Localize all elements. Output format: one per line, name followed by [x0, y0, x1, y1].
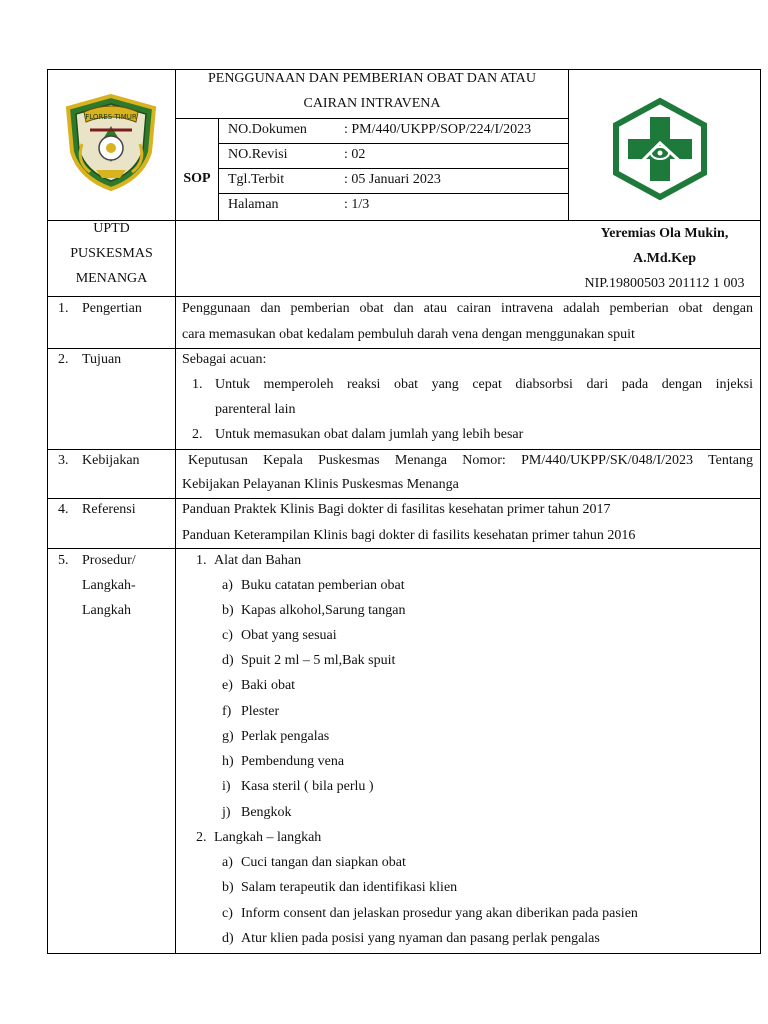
list-item-letter: f): [222, 704, 232, 719]
title-bottom-line: [175, 118, 569, 119]
meta-row-line: [218, 193, 569, 194]
kebijakan-text-line1: Keputusan Kepala Puskesmas Menanga Nomor: PM/440/UKPP/SK/048/I/2023 Tentang: [188, 453, 753, 468]
list-item-letter: i): [222, 779, 231, 794]
section-label-pengertian: Pengertian: [82, 301, 142, 316]
list-item-letter: e): [222, 678, 233, 693]
sop-label: SOP: [183, 171, 211, 186]
list-item-letter: d): [222, 931, 234, 946]
prosedur-group2-number: 2.: [196, 830, 207, 845]
meta-label-no-revisi: NO.Revisi: [228, 147, 288, 162]
list-item: Perlak pengalas: [241, 729, 330, 744]
list-item-letter: d): [222, 653, 234, 668]
kebijakan-text-line2: Kebijakan Pelayanan Klinis Puskesmas Menanga: [182, 477, 459, 492]
list-item: Bengkok: [241, 805, 292, 820]
pengertian-text-line2: cara memasukan obat kedalam pembuluh darah vena dengan menggunakan spuit: [182, 327, 635, 342]
tujuan-item1-line1: Untuk memperoleh reaksi obat yang cepat diabsorbsi dari pada dengan injeksi: [215, 377, 753, 392]
pengertian-text-line1: Penggunaan dan pemberian obat dan atau cairan intravena adalah pemberian obat dengan: [182, 301, 753, 316]
list-item-letter: a): [222, 578, 233, 593]
org-name-line3: MENANGA: [75, 271, 148, 286]
tujuan-item1-line2: parenteral lain: [215, 402, 296, 417]
referensi-line2: Panduan Keterampilan Klinis bagi dokter di fasilits kesehatan primer tahun 2016: [182, 528, 636, 543]
list-item-letter: c): [222, 906, 233, 921]
list-item: Pembendung vena: [241, 754, 345, 769]
list-item: Buku catatan pemberian obat: [241, 578, 405, 593]
list-item: Plester: [241, 704, 280, 719]
list-item-letter: c): [222, 628, 233, 643]
list-item: Cuci tangan dan siapkan obat: [241, 855, 406, 870]
list-item: Kasa steril ( bila perlu ): [241, 779, 374, 794]
list-item-letter: b): [222, 880, 234, 895]
section-label-tujuan: Tujuan: [82, 352, 122, 367]
list-item-letter: h): [222, 754, 234, 769]
meta-value-halaman: : 1/3: [344, 197, 370, 212]
section-label-prosedur-line1: Prosedur/: [82, 553, 136, 568]
section-number: 5.: [58, 553, 69, 568]
row-line: [47, 498, 761, 499]
row-line: [47, 348, 761, 349]
row-line: [47, 449, 761, 450]
meta-row-line: [218, 143, 569, 144]
list-item-letter: a): [222, 855, 233, 870]
signer-nip: NIP.19800503 201112 1 003: [584, 276, 745, 291]
prosedur-group1-title: Alat dan Bahan: [214, 553, 302, 568]
section-label-prosedur-line2: Langkah-: [82, 578, 136, 593]
table-border-left: [47, 69, 48, 954]
list-item-letter: g): [222, 729, 234, 744]
sop-divider: [218, 118, 219, 220]
section-label-prosedur-line3: Langkah: [82, 603, 131, 618]
table-border-bottom: [47, 953, 761, 954]
signer-name-line2: A.Md.Kep: [633, 251, 696, 266]
prosedur-group1-number: 1.: [196, 553, 207, 568]
tujuan-intro: Sebagai acuan:: [182, 352, 267, 367]
section-number: 3.: [58, 453, 69, 468]
org-name-line1: UPTD: [93, 221, 130, 236]
section-number: 2.: [58, 352, 69, 367]
meta-label-halaman: Halaman: [228, 197, 279, 212]
section-number: 4.: [58, 502, 69, 517]
meta-label-tgl-terbit: Tgl.Terbit: [228, 172, 285, 187]
list-item: Salam terapeutik dan identifikasi klien: [241, 880, 458, 895]
list-item: Inform consent dan jelaskan prosedur yang akan diberikan pada pasien: [241, 906, 638, 921]
meta-label-no-dokumen: NO.Dokumen: [228, 122, 307, 137]
meta-value-no-dokumen: : PM/440/UKPP/SOP/224/I/2023: [344, 122, 532, 137]
row-line: [47, 296, 761, 297]
meta-value-tgl-terbit: : 05 Januari 2023: [344, 172, 441, 187]
meta-value-no-revisi: : 02: [344, 147, 366, 162]
list-item: Spuit 2 ml – 5 ml,Bak spuit: [241, 653, 396, 668]
prosedur-group2-title: Langkah – langkah: [214, 830, 322, 845]
referensi-line1: Panduan Praktek Klinis Bagi dokter di fasilitas kesehatan primer tahun 2017: [182, 502, 611, 517]
section-label-referensi: Referensi: [82, 502, 136, 517]
list-item: Baki obat: [241, 678, 296, 693]
tujuan-item2-number: 2.: [192, 427, 203, 442]
list-item: Atur klien pada posisi yang nyaman dan pasang perlak pengalas: [241, 931, 600, 946]
header-right-divider: [568, 69, 569, 220]
meta-row-line: [218, 168, 569, 169]
emblem-banner-text: FLORES TIMUR: [85, 113, 137, 121]
list-item: Kapas alkohol,Sarung tangan: [241, 603, 406, 618]
list-item-letter: j): [222, 805, 231, 820]
tujuan-item1-number: 1.: [192, 377, 203, 392]
row-line: [47, 548, 761, 549]
list-item-letter: b): [222, 603, 234, 618]
section-number: 1.: [58, 301, 69, 316]
document-title-line1: PENGGUNAAN DAN PEMBERIAN OBAT DAN ATAU: [207, 71, 537, 86]
table-col-divider: [175, 69, 176, 954]
signer-name-line1: Yeremias Ola Mukin,: [600, 226, 729, 241]
section-label-kebijakan: Kebijakan: [82, 453, 140, 468]
table-border-right: [760, 69, 761, 954]
document-title-line2: CAIRAN INTRAVENA: [303, 96, 441, 111]
org-name-line2: PUSKESMAS: [70, 246, 153, 261]
flores-timur-emblem: [62, 92, 160, 192]
list-item: Obat yang sesuai: [241, 628, 337, 643]
tujuan-item2: Untuk memasukan obat dalam jumlah yang lebih besar: [215, 427, 524, 442]
puskesmas-logo: [610, 97, 710, 201]
